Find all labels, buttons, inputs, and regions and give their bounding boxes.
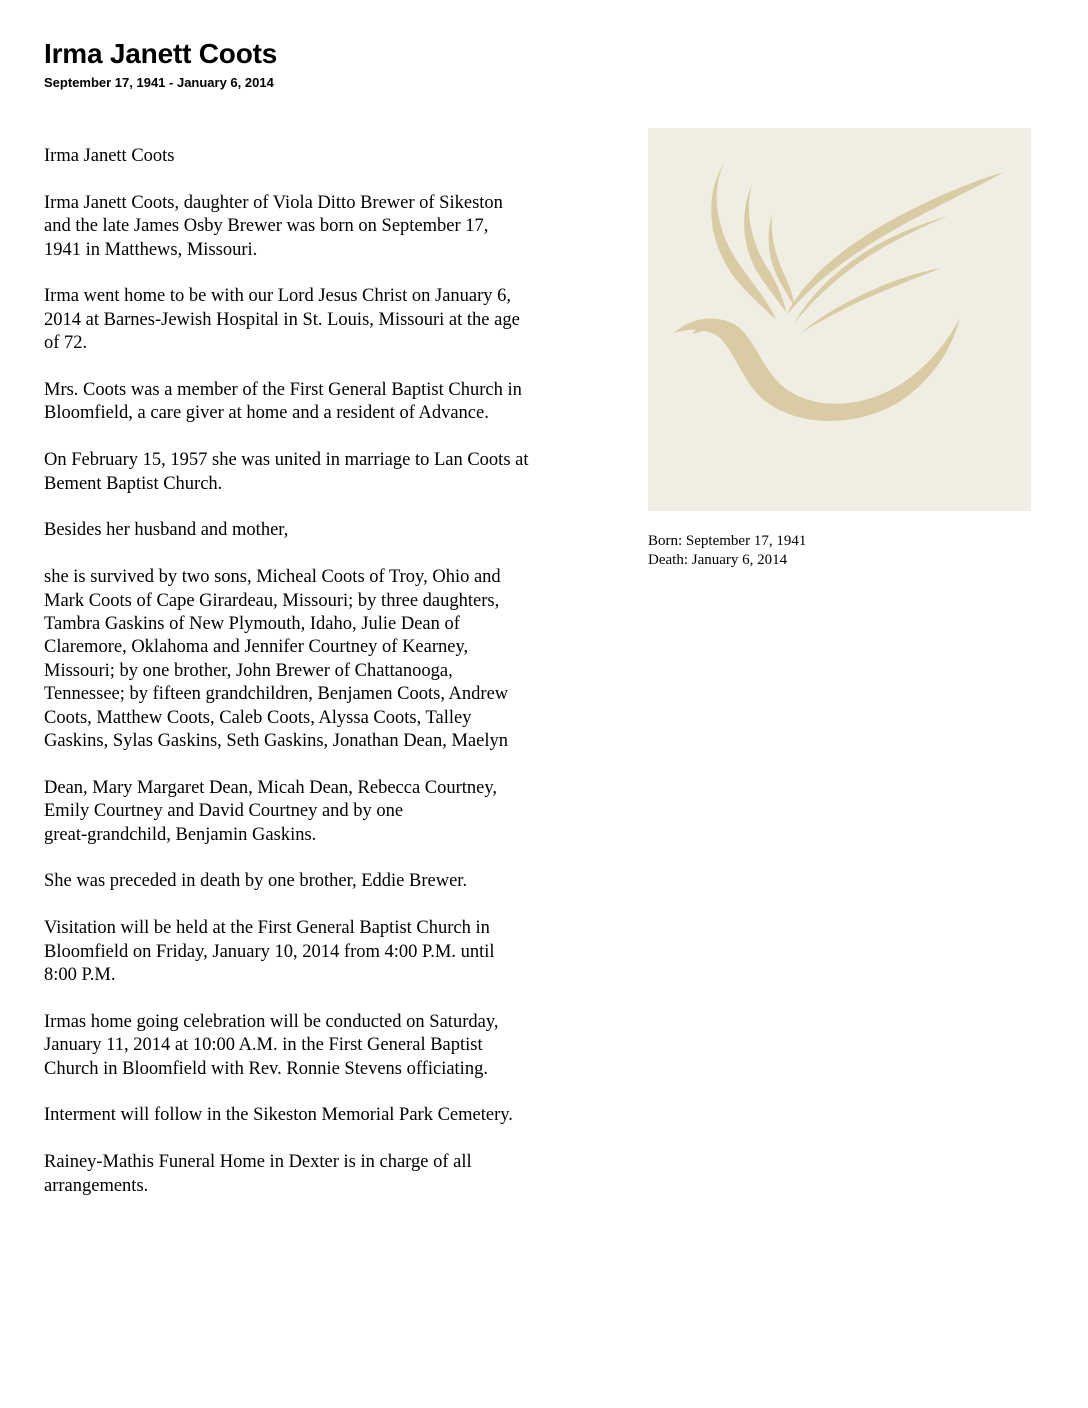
death-date: Death: January 6, 2014 [648,552,788,568]
paragraph-visitation: Visitation will be held at the First General Baptist Church in Bloomfield on Friday, January 10, 2014 from 4:00 P.M. until 8:00 P.M. [44,918,495,986]
paragraph-passing: Irma went home to be with our Lord Jesus Christ on January 6, 2014 at Barnes-Jewish Hospital in St. Louis, Missouri at the age of 72. [44,286,520,354]
paragraph-arrangements: Rainey-Mathis Funeral Home in Dexter is in charge of all arrangements. [44,1152,472,1196]
paragraph-birth: Irma Janett Coots, daughter of Viola Ditto Brewer of Sikeston and the late James Osby Brewer was born on September 17, 1941 in Matthews, Missouri. [44,192,503,260]
paragraph-interment: Interment will follow in the Sikeston Memorial Park Cemetery. [44,1105,513,1126]
memorial-image [648,128,1031,511]
born-date: Born: September 17, 1941 [648,533,807,549]
paragraph-besides: Besides her husband and mother, [44,520,289,541]
paragraph-celebration: Irmas home going celebration will be conducted on Saturday, January 11, 2014 at 10:00 A.M. in the First General Baptist Church in Bloomfield with Rev. Ronnie Stevens officiating. [44,1011,499,1079]
obituary-body [44,145,614,1221]
page-title: Irma Janett Coots [44,38,278,69]
paragraph-marriage: On February 15, 1957 she was united in marriage to Lan Coots at Bement Baptist Church. [44,450,529,494]
life-dates: September 17, 1941 - January 6, 2014 [44,75,274,90]
paragraph-survivors-continued: Dean, Mary Margaret Dean, Micah Dean, Rebecca Courtney, Emily Courtney and David Courtney and by one great-grandchild, Benjamin Gaskins. [44,777,498,845]
life-summary [648,532,806,570]
paragraph-membership: Mrs. Coots was a member of the First General Baptist Church in Bloomfield, a care giver at home and a resident of Advance. [44,380,522,424]
paragraph-name: Irma Janett Coots [44,146,175,166]
dove-icon [648,128,1031,511]
obituary-header [44,36,277,92]
paragraph-survivors: she is survived by two sons, Micheal Coots of Troy, Ohio and Mark Coots of Cape Girardeau, Missouri; by three daughters, Tambra Gaskins of New Plymouth, Idaho, Julie Dean of Claremore, Oklahoma and Jennifer Courtney of Kearney, Missouri; by one brother, John Brewer of Chattanooga, Tennessee; by fifteen grandchildren, Benjamen Coots, Andrew Coots, Matthew Coots, Caleb Coots, Alyssa Coots, Talley Gaskins, Sylas Gaskins, Seth Gaskins, Jonathan Dean, Maelyn [44,567,509,752]
paragraph-preceded: She was preceded in death by one brother, Eddie Brewer. [44,871,468,892]
